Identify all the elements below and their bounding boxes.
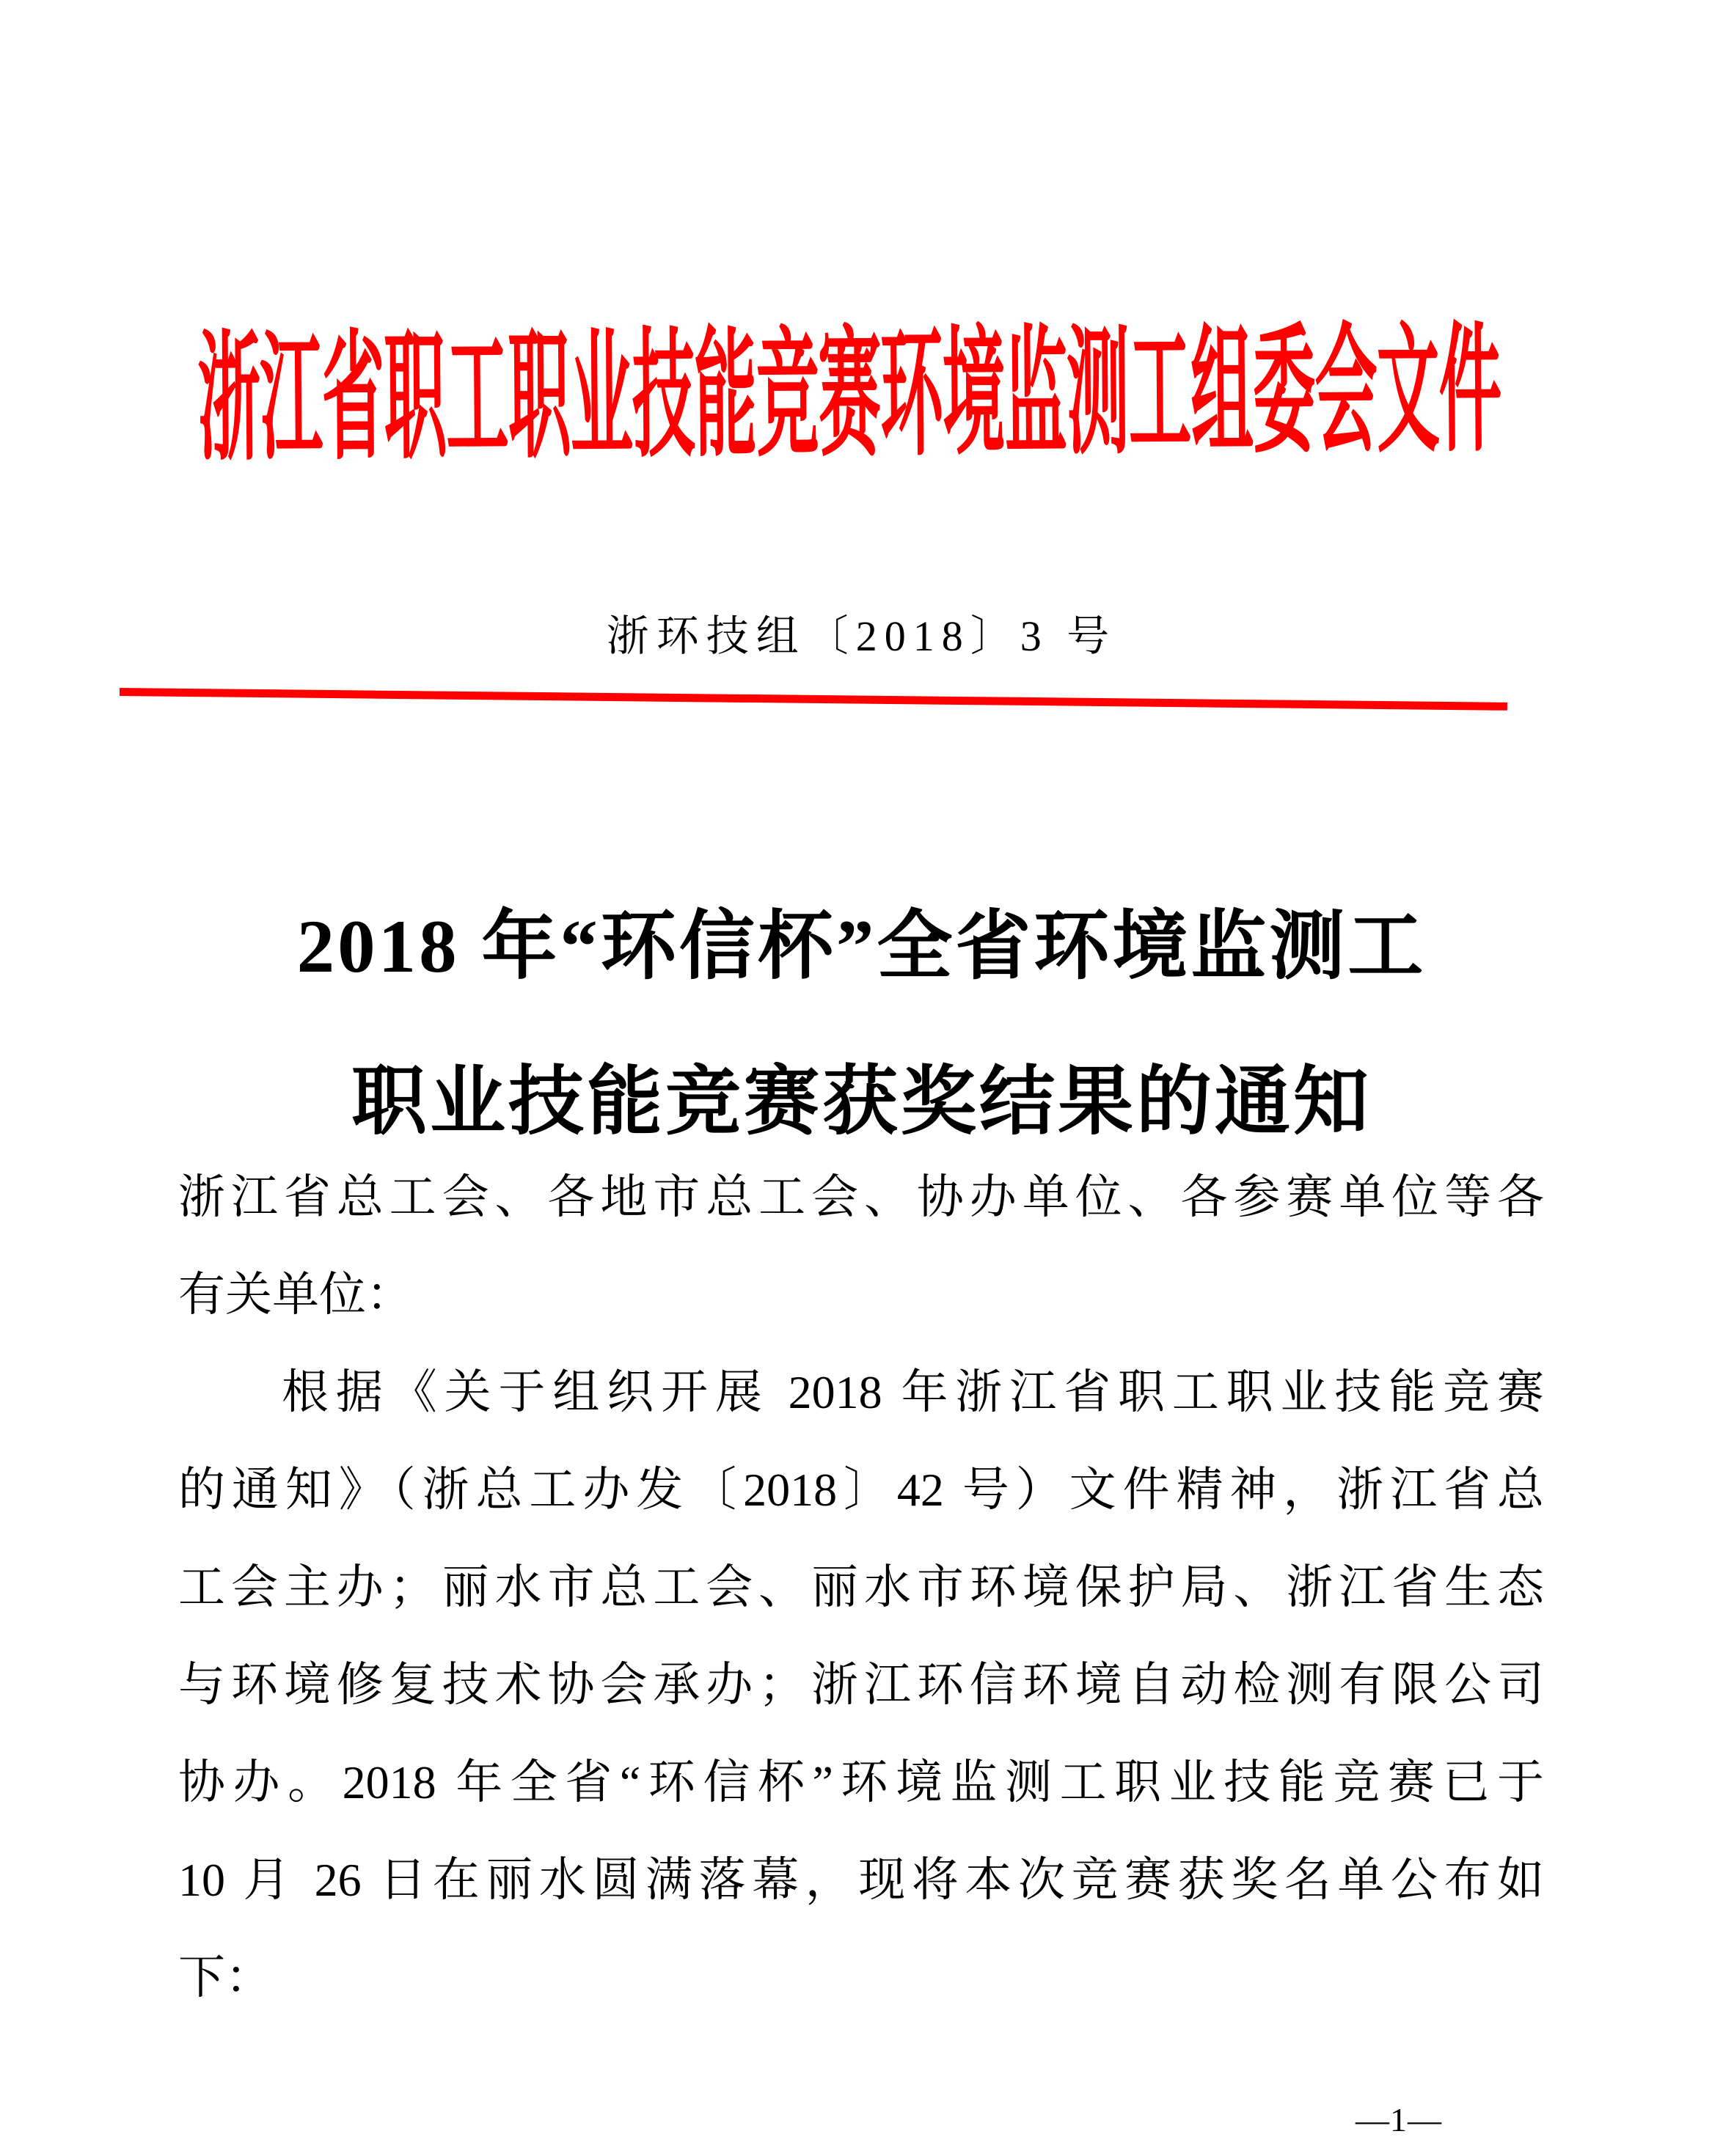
- document-title: [0, 869, 1723, 1180]
- body-line: 浙江省总工会、各地市总工会、协办单位、各参赛单位等各: [178, 1171, 1544, 1223]
- body-line: 有关单位：: [178, 1269, 413, 1321]
- letterhead-org-title: 浙江省职工职业技能竞赛环境监测工组委会文件: [197, 314, 1502, 478]
- body-line: 10 月 26 日在丽水圆满落幕，现将本次竞赛获奖名单公布如: [178, 1854, 1544, 1906]
- body-line: 的通知》（浙总工办发〔2018〕42 号）文件精神，浙江省总: [178, 1464, 1544, 1516]
- document-title-line-1: 2018 年“环信杯”全省环境监测工: [296, 905, 1427, 989]
- body-line: 工会主办；丽水市总工会、丽水市环境保护局、浙江省生态: [178, 1561, 1544, 1613]
- page-number: —1—: [1356, 2101, 1442, 2138]
- body-line: 协办。2018 年全省“环信杯”环境监测工职业技能竞赛已于: [178, 1756, 1544, 1808]
- body-line: 与环境修复技术协会承办；浙江环信环境自动检测有限公司: [178, 1659, 1544, 1711]
- document-number: 浙环技组〔2018〕3 号: [606, 612, 1117, 660]
- document-body: [178, 1148, 1544, 2026]
- document-title-line-2: 职业技能竞赛获奖结果的通知: [351, 1060, 1372, 1144]
- body-line: 下：: [178, 1951, 272, 2003]
- letterhead-divider-rule: [120, 688, 1507, 711]
- body-line: 根据《关于组织开展 2018 年浙江省职工职业技能竞赛: [282, 1366, 1544, 1418]
